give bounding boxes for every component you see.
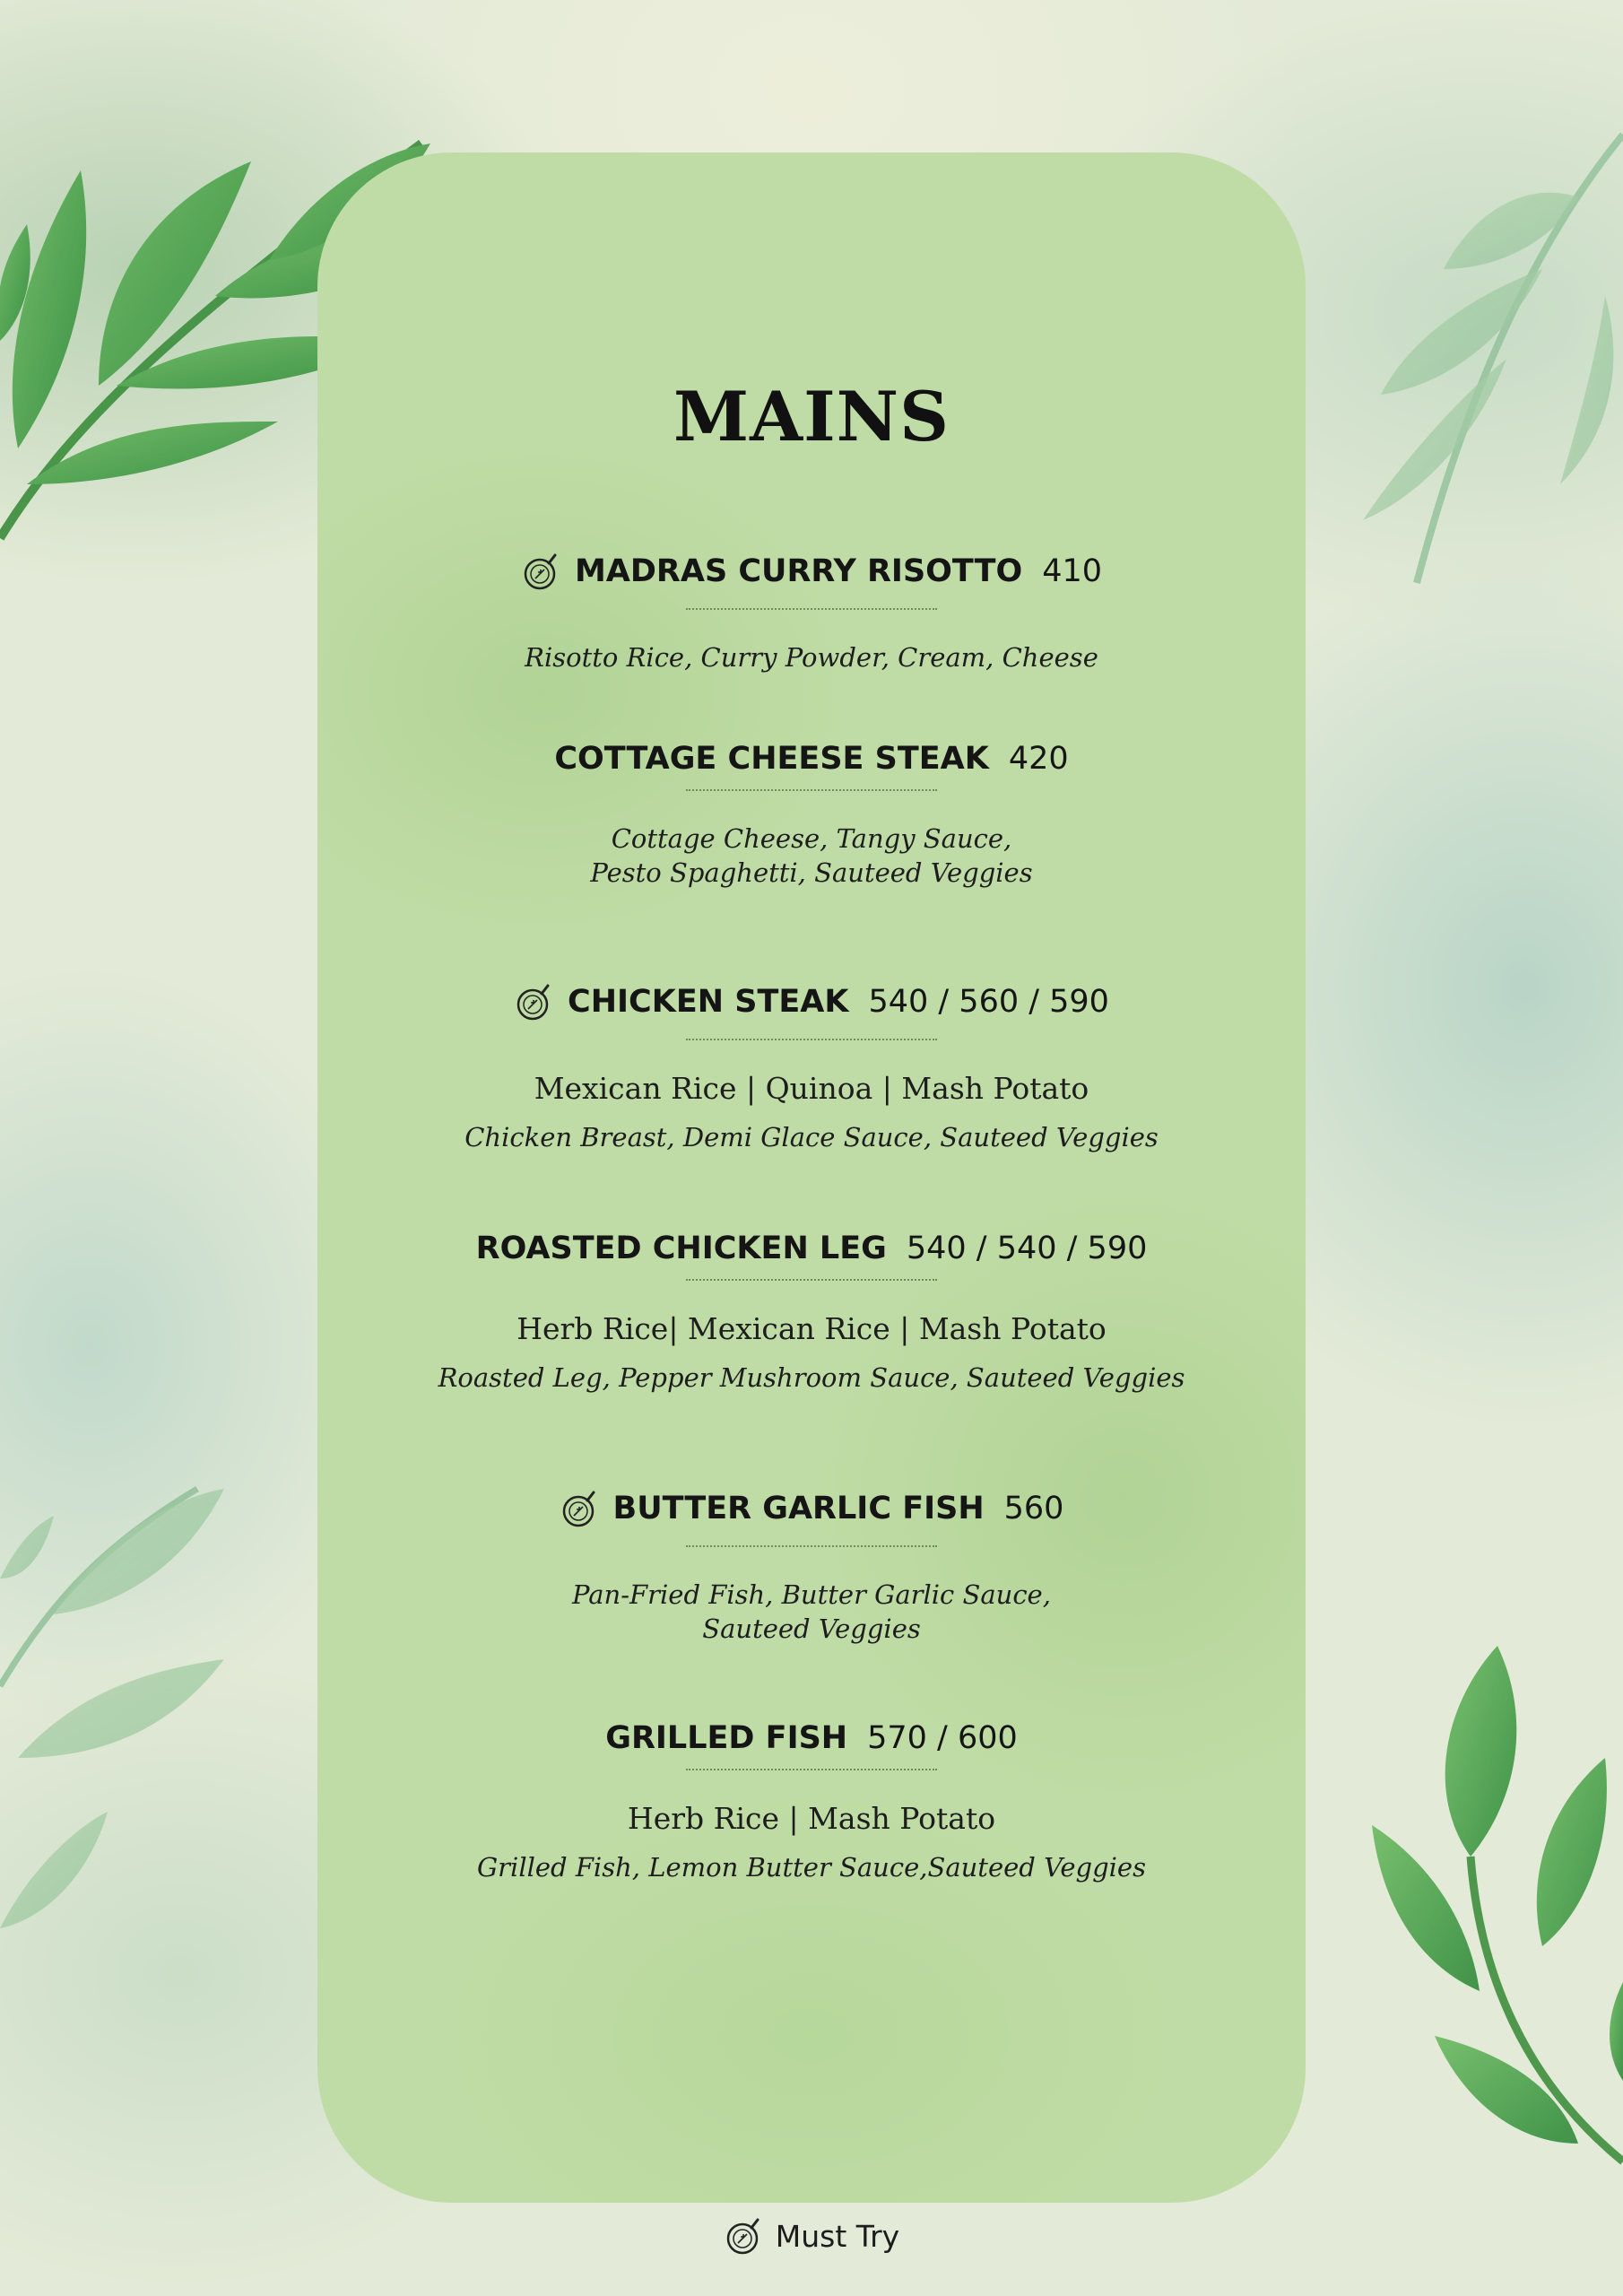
legend-label: Must Try [775, 2218, 900, 2254]
divider [686, 1769, 937, 1770]
divider [686, 1279, 937, 1281]
item-name: CHICKEN STEAK [568, 984, 849, 1020]
must-try-icon [560, 1488, 601, 1529]
leaf-branch-top-right [1363, 135, 1623, 583]
must-try-icon [521, 551, 562, 592]
item-price: 410 [1042, 553, 1103, 589]
leaf-branch-bottom-right [1372, 1646, 1623, 2161]
item-name: BUTTER GARLIC FISH [612, 1491, 985, 1526]
menu-panel [317, 152, 1306, 2203]
item-price: 570 / 600 [867, 1720, 1018, 1756]
item-name: GRILLED FISH [605, 1720, 848, 1756]
item-price: 420 [1008, 741, 1069, 777]
leaf-branch-bottom-left [0, 1489, 224, 1928]
item-name: ROASTED CHICKEN LEG [475, 1231, 887, 1266]
divider [686, 1039, 937, 1040]
item-description: Grilled Fish, Lemon Butter Sauce,Sauteed Veggies [477, 1852, 1146, 1883]
menu-item [317, 1231, 1306, 1395]
item-description: Roasted Leg, Pepper Mushroom Sauce, Sauteed Veggies [438, 1362, 1185, 1393]
must-try-icon [724, 2215, 765, 2257]
must-try-icon [514, 981, 555, 1022]
divider [686, 608, 937, 610]
item-name: MADRAS CURRY RISOTTO [574, 553, 1023, 589]
item-price: 540 / 560 / 590 [868, 984, 1109, 1020]
item-description: Pan-Fried Fish, Butter Garlic Sauce, [572, 1579, 1051, 1610]
item-description: Chicken Breast, Demi Glace Sauce, Sauteed Veggies [464, 1122, 1159, 1152]
divider [686, 1545, 937, 1547]
item-description: Sauteed Veggies [702, 1613, 921, 1644]
menu-item [317, 551, 1306, 674]
item-description: Pesto Spaghetti, Sauteed Veggies [590, 857, 1033, 888]
menu-item [317, 1488, 1306, 1646]
item-options: Herb Rice | Mash Potato [627, 1801, 996, 1836]
item-options: Mexican Rice | Quinoa | Mash Potato [534, 1071, 1089, 1106]
page-title: MAINS [673, 377, 950, 457]
legend [0, 2215, 1623, 2264]
item-price: 560 [1003, 1491, 1064, 1526]
item-price: 540 / 540 / 590 [906, 1231, 1148, 1266]
menu-item [317, 741, 1306, 890]
item-description: Risotto Rice, Curry Powder, Cream, Cheese [525, 642, 1098, 673]
item-options: Herb Rice| Mexican Rice | Mash Potato [516, 1311, 1107, 1346]
item-name: COTTAGE CHEESE STEAK [554, 741, 989, 777]
item-description: Cottage Cheese, Tangy Sauce, [611, 823, 1012, 854]
menu-item [317, 1720, 1306, 1884]
menu-item [317, 981, 1306, 1154]
divider [686, 789, 937, 791]
